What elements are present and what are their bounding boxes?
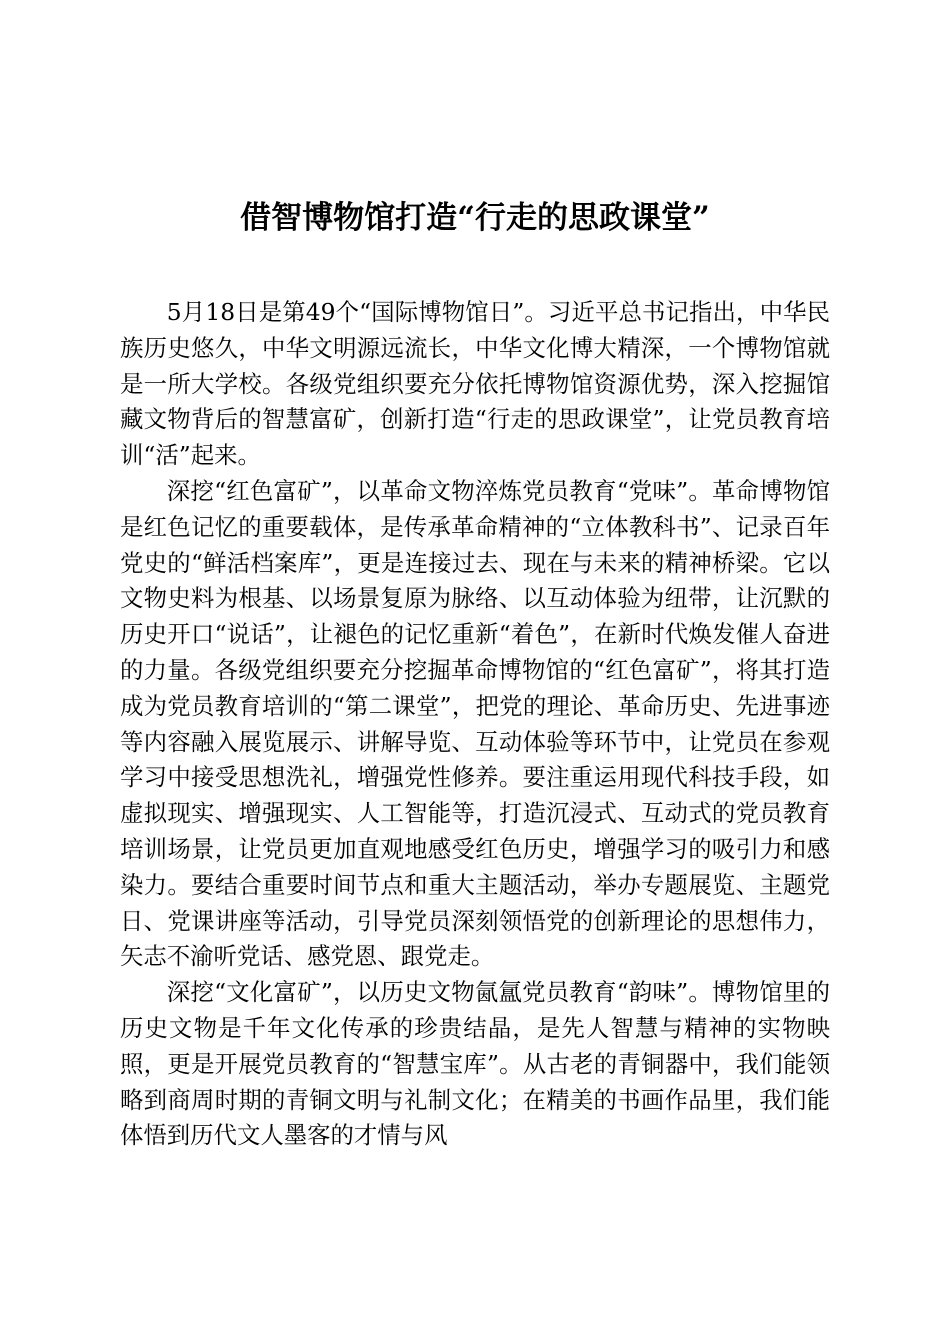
paragraph-cultural-resources: 深挖“文化富矿”，以历史文物氤氲党员教育“韵味”。博物馆里的历史文物是千年文化传承的珍贵结晶，是先人智慧与精神的实物映照，更是开展党员教育的“智慧宝库”。从古老的青铜器中，我们能领略到商周时期的青铜文明与礼制文化；在精美的书画作品里，我们能体悟到历代文人墨客的才情与风 [120,978,830,1150]
document-title: 借智博物馆打造“行走的思政课堂” [240,200,710,236]
paragraph-intro: 5月18日是第49个“国际博物馆日”。习近平总书记指出，中华民族历史悠久，中华文明源远流长，中华文化博大精深，一个博物馆就是一所大学校。各级党组织要充分依托博物馆资源优势，深入挖掘馆藏文物背后的智慧富矿，创新打造“行走的思政课堂”，让党员教育培训“活”起来。 [120,298,830,470]
paragraph-red-resources: 深挖“红色富矿”，以革命文物淬炼党员教育“党味”。革命博物馆是红色记忆的重要载体，是传承革命精神的“立体教科书”、记录百年党史的“鲜活档案库”，更是连接过去、现在与未来的精神桥梁。它以文物史料为根基、以场景复原为脉络、以互动体验为纽带，让沉默的历史开口“说话”，让褪色的记忆重新“着色”，在新时代焕发催人奋进的力量。各级党组织要充分挖掘革命博物馆的“红色富矿”，将其打造成为党员教育培训的“第二课堂”，把党的理论、革命历史、先进事迹等内容融入展览展示、讲解导览、互动体验等环节中，让党员在参观学习中接受思想洗礼，增强党性修养。要注重运用现代科技手段，如虚拟现实、增强现实、人工智能等，打造沉浸式、互动式的党员教育培训场景，让党员更加直观地感受红色历史，增强学习的吸引力和感染力。要结合重要时间节点和重大主题活动，举办专题展览、主题党日、党课讲座等活动，引导党员深刻领悟党的创新理论的思想伟力，矢志不渝听党话、感党恩、跟党走。 [120,476,830,971]
document-body [120,295,830,1154]
